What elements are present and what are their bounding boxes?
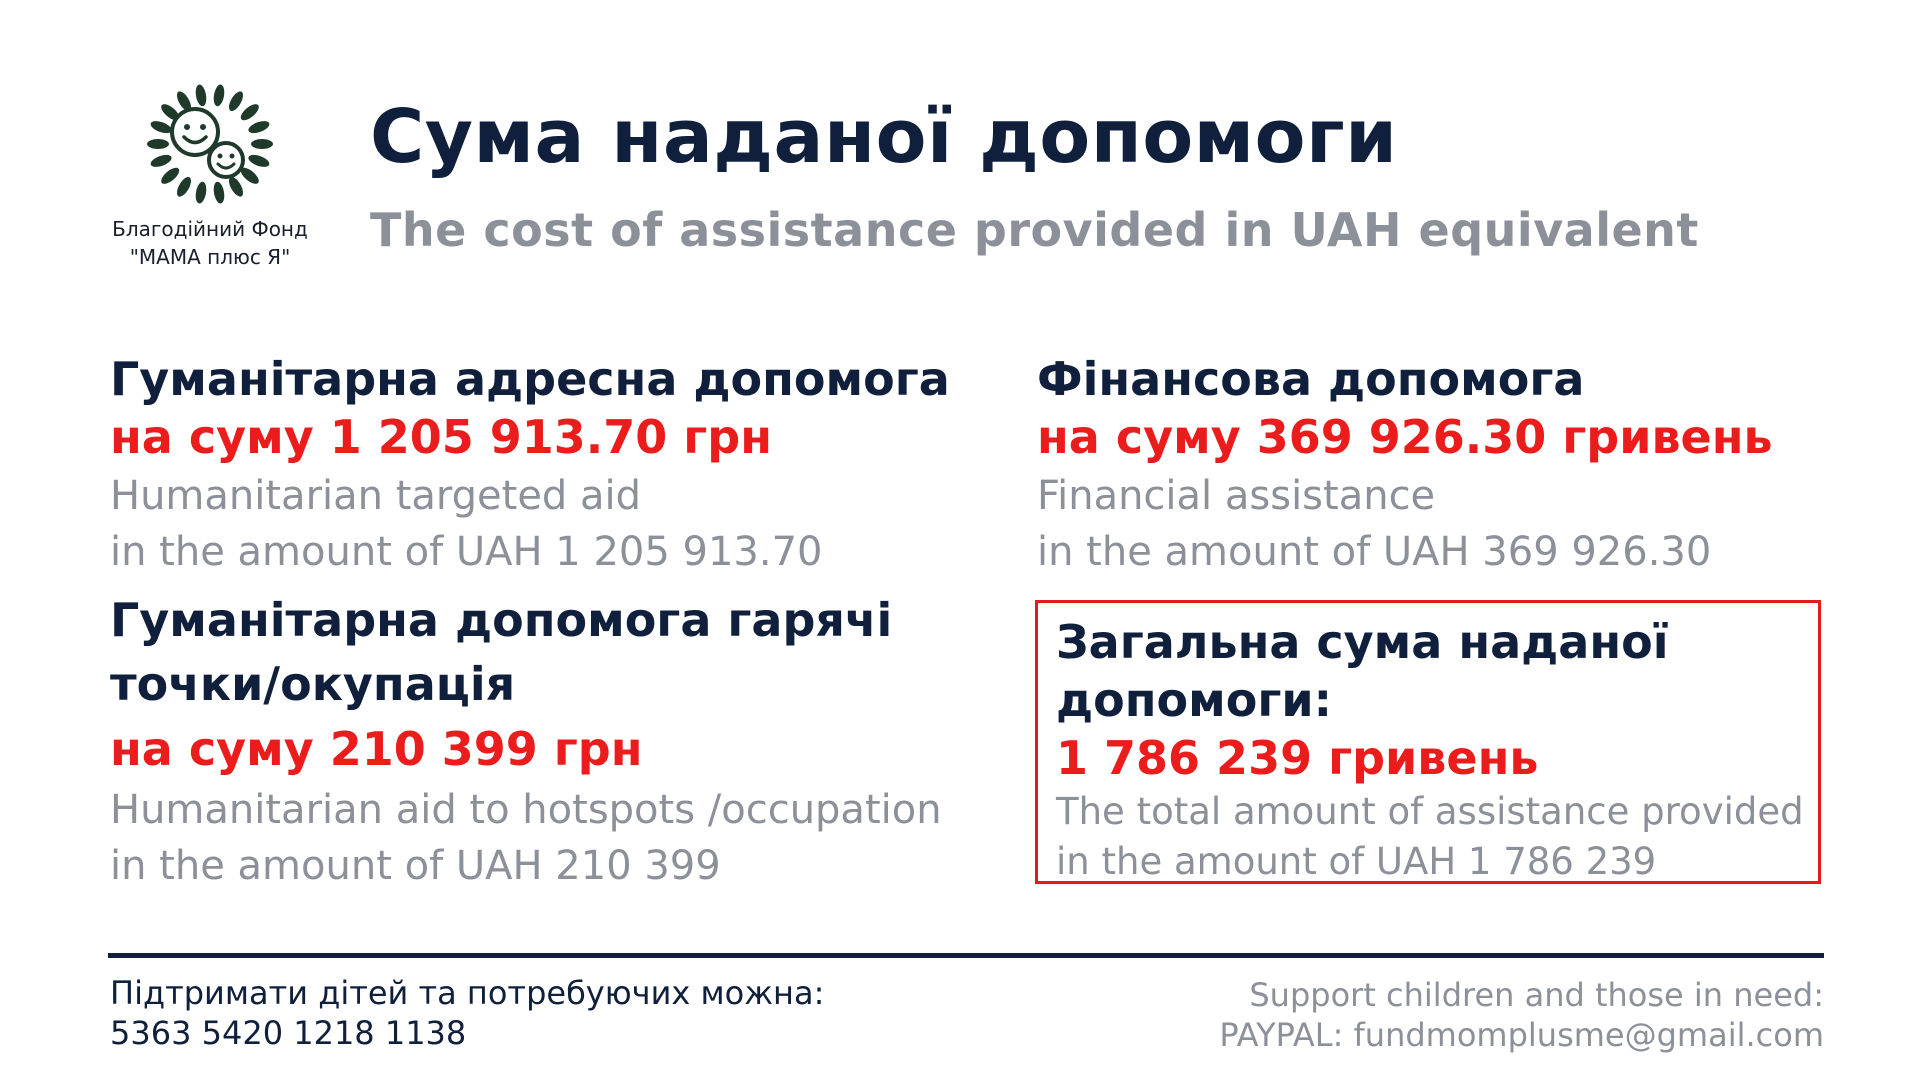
total-en-line1: The total amount of assistance provided xyxy=(1056,790,1804,833)
financial-aid-en-line2: in the amount of UAH 369 926.30 xyxy=(1037,529,1712,575)
footer-left xyxy=(110,973,824,1053)
financial-aid-amount: на суму 369 926.30 гривень xyxy=(1037,410,1773,464)
financial-aid-heading: Фінансова допомога xyxy=(1037,352,1585,406)
hotspots-aid-heading-line2: точки/окупація xyxy=(110,657,516,711)
org-caption xyxy=(100,215,320,271)
page-subtitle: The cost of assistance provided in UAH equivalent xyxy=(370,203,1699,257)
total-en-line2: in the amount of UAH 1 786 239 xyxy=(1056,840,1657,883)
targeted-aid-en-line1: Humanitarian targeted aid xyxy=(110,473,642,519)
targeted-aid-heading: Гуманітарна адресна допомога xyxy=(110,352,950,406)
hotspots-aid-block xyxy=(110,588,942,894)
footer-paypal: PAYPAL: fundmomplusme@gmail.com xyxy=(1219,1016,1824,1054)
org-caption-line2: "МАМА плюс Я" xyxy=(129,245,291,269)
footer-card-number: 5363 5420 1218 1138 xyxy=(110,1014,467,1052)
financial-aid-block xyxy=(1037,350,1773,580)
total-heading-line2: допомоги: xyxy=(1056,673,1332,727)
financial-aid-en-line1: Financial assistance xyxy=(1037,473,1436,519)
targeted-aid-amount: на суму 1 205 913.70 грн xyxy=(110,410,773,464)
footer-right-line1: Support children and those in need: xyxy=(1249,976,1824,1014)
hotspots-aid-amount: на суму 210 399 грн xyxy=(110,722,643,776)
total-heading-line1: Загальна сума наданої xyxy=(1056,615,1669,669)
sun-faces-logo-icon xyxy=(110,70,310,220)
org-caption-line1: Благодійний Фонд xyxy=(112,217,308,241)
footer-right xyxy=(1219,975,1824,1055)
hotspots-aid-en-line1: Humanitarian aid to hotspots /occupation xyxy=(110,787,942,833)
targeted-aid-block xyxy=(110,350,950,580)
total-assistance-box xyxy=(1035,600,1821,884)
total-amount: 1 786 239 гривень xyxy=(1056,731,1539,785)
footer-left-line1: Підтримати дітей та потребуючих можна: xyxy=(110,974,825,1012)
page-title: Сума наданої допомоги xyxy=(370,94,1398,180)
hotspots-aid-en-line2: in the amount of UAH 210 399 xyxy=(110,843,721,889)
footer-divider xyxy=(108,953,1824,958)
hotspots-aid-heading-line1: Гуманітарна допомога гарячі xyxy=(110,593,893,647)
targeted-aid-en-line2: in the amount of UAH 1 205 913.70 xyxy=(110,529,823,575)
